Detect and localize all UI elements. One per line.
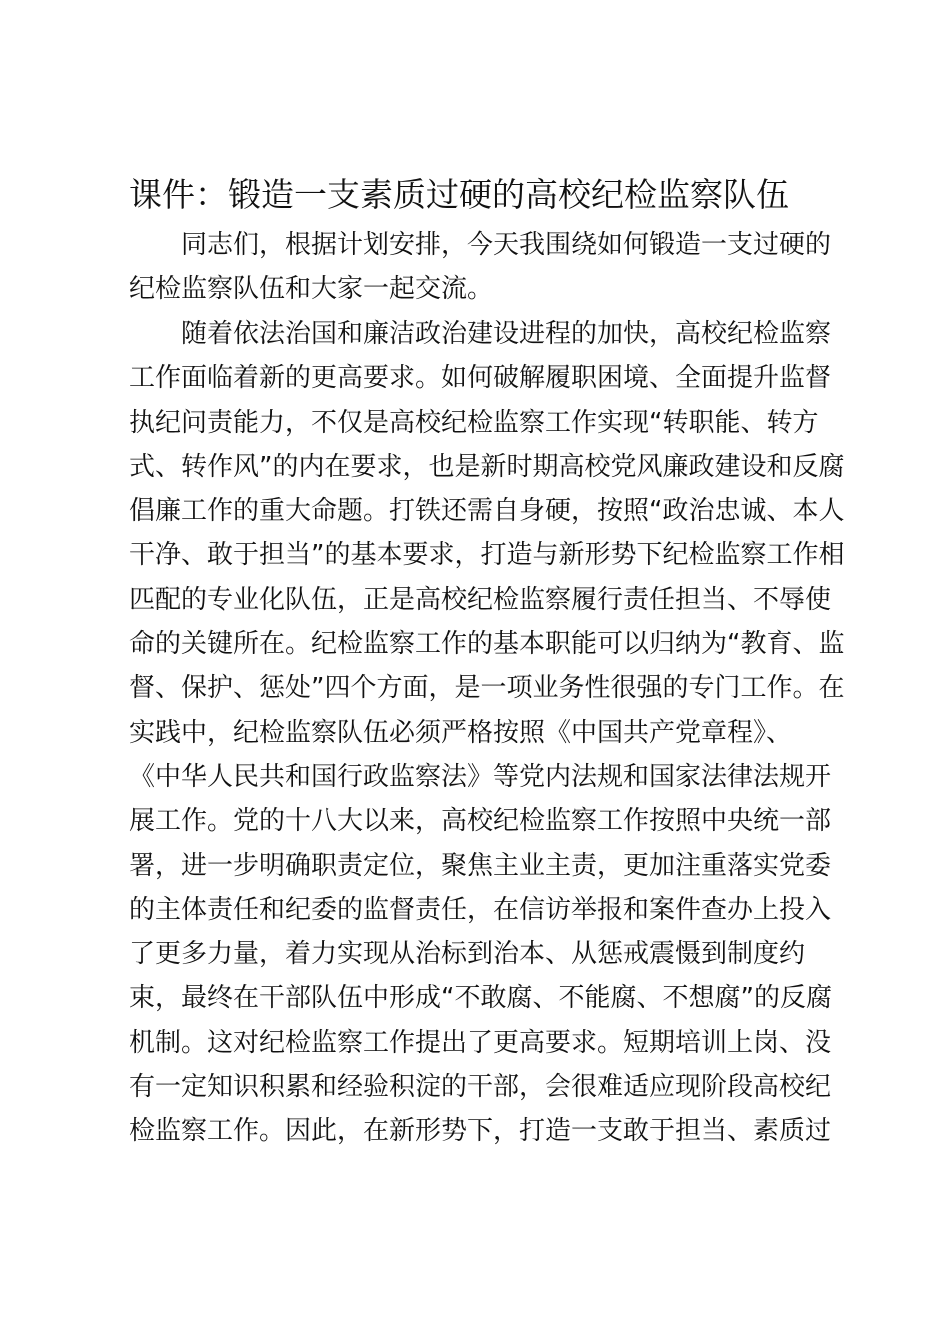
text-line: 的主体责任和纪委的监督责任，在信访举报和案件查办上投入 xyxy=(129,894,832,925)
text-line: 实践中，纪检监察队伍必须严格按照《中国共产党章程》、 xyxy=(129,717,793,748)
text-line: 检监察工作。因此，在新形势下，打造一支敢于担当、素质过 xyxy=(129,1116,832,1147)
text-line: 工作面临着新的更高要求。如何破解履职困境、全面提升监督 xyxy=(129,363,832,394)
text-line: 督、保护、惩处”四个方面，是一项业务性很强的专门工作。在 xyxy=(129,673,845,704)
text-line: 《中华人民共和国行政监察法》等党内法规和国家法律法规开 xyxy=(129,761,832,792)
text-line: 纪检监察队伍和大家一起交流。 xyxy=(129,274,494,305)
text-line: 同志们，根据计划安排，今天我围绕如何锻造一支过硬的 xyxy=(181,230,832,260)
text-line: 命的关键所在。纪检监察工作的基本职能可以归纳为“教育、监 xyxy=(129,629,845,660)
text-line: 随着依法治国和廉洁政治建设进程的加快，高校纪检监察 xyxy=(181,319,832,349)
text-line: 执纪问责能力，不仅是高校纪检监察工作实现“转职能、转方 xyxy=(129,407,819,438)
text-line: 展工作。党的十八大以来，高校纪检监察工作按照中央统一部 xyxy=(129,806,832,837)
document-title: 课件：锻造一支素质过硬的高校纪检监察队伍 xyxy=(129,175,789,214)
text-line: 机制。这对纪检监察工作提出了更高要求。短期培训上岗、没 xyxy=(129,1027,832,1058)
paragraph-main xyxy=(129,312,845,1154)
text-line: 匹配的专业化队伍，正是高校纪检监察履行责任担当、不辱使 xyxy=(129,584,832,615)
text-line: 署，进一步明确职责定位，聚焦主业主责，更加注重落实党委 xyxy=(129,850,832,881)
text-line: 了更多力量，着力实现从治标到治本、从惩戒震慑到制度约 xyxy=(129,939,806,970)
text-line: 式、转作风”的内在要求，也是新时期高校党风廉政建设和反腐 xyxy=(129,451,845,482)
text-line: 束，最终在干部队伍中形成“不敢腐、不能腐、不想腐”的反腐 xyxy=(129,983,832,1014)
text-line: 干净、敢于担当”的基本要求，打造与新形势下纪检监察工作相 xyxy=(129,540,845,571)
paragraph-intro xyxy=(129,223,833,312)
text-line: 有一定知识积累和经验积淀的干部，会很难适应现阶段高校纪 xyxy=(129,1072,832,1103)
text-line: 倡廉工作的重大命题。打铁还需自身硬，按照“政治忠诚、本人 xyxy=(129,496,845,527)
